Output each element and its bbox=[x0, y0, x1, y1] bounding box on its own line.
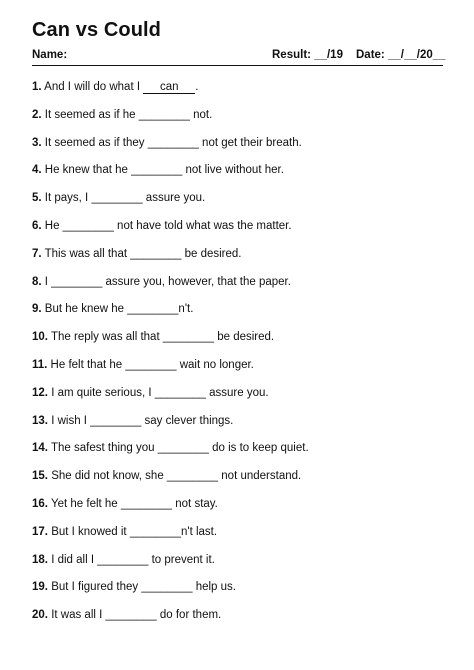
question-number: 5. bbox=[32, 192, 42, 205]
question-text: He knew that he ________ not live without her. bbox=[41, 164, 284, 177]
worksheet-title: Can vs Could bbox=[32, 19, 161, 41]
question-text: I ________ assure you, however, that the paper. bbox=[41, 275, 291, 288]
question-number: 1. bbox=[32, 81, 42, 93]
question-item bbox=[32, 107, 309, 135]
question-number: 16. bbox=[32, 497, 48, 510]
question-text: I wish I ________ say clever things. bbox=[48, 414, 234, 427]
worksheet-header bbox=[32, 48, 446, 62]
question-number: 15. bbox=[32, 470, 48, 483]
question-number: 18. bbox=[32, 553, 48, 566]
question-item bbox=[32, 218, 309, 246]
question-number: 12. bbox=[32, 386, 48, 399]
question-item bbox=[32, 524, 309, 552]
question-number: 17. bbox=[32, 525, 48, 538]
question-text: It was all I ________ do for them. bbox=[48, 609, 222, 622]
question-text: I did all I ________ to prevent it. bbox=[48, 553, 215, 566]
question-item bbox=[32, 79, 309, 107]
question-number: 2. bbox=[32, 108, 42, 121]
question-item bbox=[32, 607, 309, 635]
question-text: He ________ not have told what was the matter. bbox=[41, 219, 292, 232]
question-number: 7. bbox=[32, 247, 42, 260]
question-text-before: And I will do what I bbox=[41, 81, 144, 93]
question-item bbox=[32, 274, 309, 302]
question-text: But I figured they ________ help us. bbox=[48, 581, 236, 594]
question-item bbox=[32, 413, 309, 441]
question-text: The safest thing you ________ do is to keep quiet. bbox=[48, 442, 309, 455]
question-number: 4. bbox=[32, 164, 42, 177]
question-text: This was all that ________ be desired. bbox=[41, 247, 242, 260]
question-number: 13. bbox=[32, 414, 48, 427]
question-text: But I knowed it ________n't last. bbox=[48, 525, 218, 538]
result-value: __/19 bbox=[314, 49, 343, 61]
question-number: 14. bbox=[32, 442, 48, 455]
question-text: She did not know, she ________ not understand. bbox=[48, 470, 302, 483]
question-number: 6. bbox=[32, 219, 42, 232]
question-text: The reply was all that ________ be desired. bbox=[48, 331, 275, 344]
question-item bbox=[32, 496, 309, 524]
question-item bbox=[32, 385, 309, 413]
question-item bbox=[32, 246, 309, 274]
result-label: Result: bbox=[272, 49, 311, 61]
question-item bbox=[32, 190, 309, 218]
question-number: 10. bbox=[32, 331, 48, 344]
question-item bbox=[32, 468, 309, 496]
question-text: He felt that he ________ wait no longer. bbox=[47, 358, 254, 371]
question-number: 20. bbox=[32, 609, 48, 622]
question-item bbox=[32, 579, 309, 607]
question-item bbox=[32, 552, 309, 580]
question-text: It seemed as if they ________ not get their breath. bbox=[41, 136, 302, 149]
question-item bbox=[32, 162, 309, 190]
date-value: __/__/20__ bbox=[387, 49, 446, 61]
question-text: It seemed as if he ________ not. bbox=[41, 108, 213, 121]
question-item bbox=[32, 329, 309, 357]
header-divider bbox=[32, 65, 443, 66]
answer-blank-filled: can bbox=[143, 81, 195, 94]
question-text: Yet he felt he ________ not stay. bbox=[48, 497, 218, 510]
question-item bbox=[32, 357, 309, 385]
question-list bbox=[32, 79, 309, 635]
name-label: Name: bbox=[32, 49, 68, 61]
question-item bbox=[32, 301, 309, 329]
question-number: 11. bbox=[32, 358, 48, 371]
question-text: It pays, I ________ assure you. bbox=[41, 192, 206, 205]
question-text-after: . bbox=[195, 81, 199, 93]
question-number: 9. bbox=[32, 303, 42, 316]
question-text: I am quite serious, I ________ assure you. bbox=[48, 386, 269, 399]
question-item bbox=[32, 440, 309, 468]
question-number: 8. bbox=[32, 275, 42, 288]
question-number: 19. bbox=[32, 581, 48, 594]
date-field bbox=[356, 48, 446, 62]
question-text: But he knew he ________n't. bbox=[41, 303, 194, 316]
question-number: 3. bbox=[32, 136, 42, 149]
result-field bbox=[272, 48, 343, 62]
question-item bbox=[32, 135, 309, 163]
date-label: Date: bbox=[356, 49, 385, 61]
